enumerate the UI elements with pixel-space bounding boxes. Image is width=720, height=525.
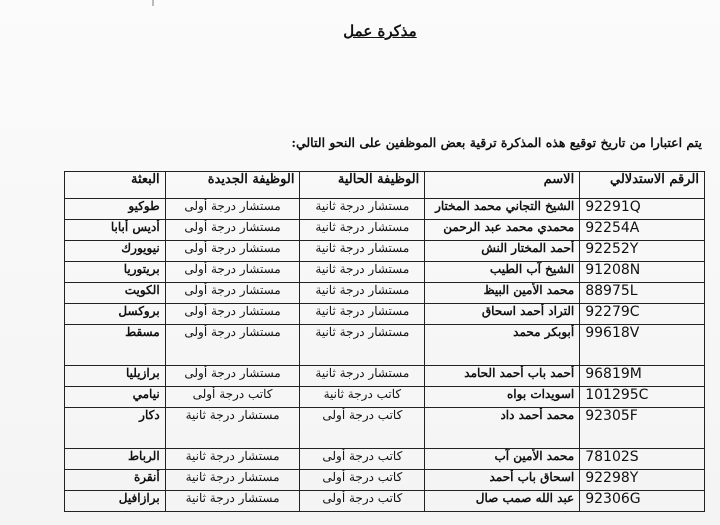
cell-current-position: مستشار درجة ثانية xyxy=(300,283,425,304)
table-row xyxy=(65,408,705,449)
cell-current-position: كاتب درجة ثانية xyxy=(300,387,425,408)
cell-new-position: مستشار درجة أولى xyxy=(165,325,300,366)
cell-current-position: كاتب درجة أولى xyxy=(300,470,425,491)
cell-id: 92298Y xyxy=(580,470,705,491)
cell-new-position: مستشار درجة ثانية xyxy=(165,491,300,512)
cell-current-position: مستشار درجة ثانية xyxy=(300,304,425,325)
cell-id: 92279C xyxy=(580,304,705,325)
cell-new-position: مستشار درجة أولى xyxy=(165,220,300,241)
table-row xyxy=(65,470,705,491)
table-row xyxy=(65,262,705,283)
cell-id: 92254A xyxy=(580,220,705,241)
cell-mission: أديس أبابا xyxy=(65,220,166,241)
cell-name: أحمد المختار النش xyxy=(425,241,580,262)
table-header-row xyxy=(65,172,705,199)
cell-id: 78102S xyxy=(580,449,705,470)
cell-new-position: مستشار درجة ثانية xyxy=(165,449,300,470)
table-row xyxy=(65,449,705,470)
cell-current-position: كاتب درجة أولى xyxy=(300,491,425,512)
cell-name: اسويدات بواه xyxy=(425,387,580,408)
cell-mission: الرباط xyxy=(65,449,166,470)
cell-id: 92305F xyxy=(580,408,705,449)
cell-id: 96819M xyxy=(580,366,705,387)
table-row xyxy=(65,199,705,220)
cell-mission: مسقط xyxy=(65,325,166,366)
cell-name: محمد الأمين آب xyxy=(425,449,580,470)
cell-new-position: مستشار درجة أولى xyxy=(165,366,300,387)
cell-id: 99618V xyxy=(580,325,705,366)
cell-new-position: كاتب درجة أولى xyxy=(165,387,300,408)
header-name: الاسم xyxy=(425,172,580,199)
cell-id: 91208N xyxy=(580,262,705,283)
scan-mark xyxy=(152,0,154,6)
cell-new-position: مستشار درجة أولى xyxy=(165,283,300,304)
cell-current-position: مستشار درجة ثانية xyxy=(300,262,425,283)
cell-name: التراد أحمد اسحاق xyxy=(425,304,580,325)
cell-mission: نيامي xyxy=(65,387,166,408)
cell-current-position: مستشار درجة ثانية xyxy=(300,220,425,241)
table-row xyxy=(65,366,705,387)
header-current-position: الوظيفة الحالية xyxy=(300,172,425,199)
table-row xyxy=(65,241,705,262)
cell-id: 92306G xyxy=(580,491,705,512)
cell-name: أحمد باب أحمد الحامد xyxy=(425,366,580,387)
cell-name: اسحاق باب أحمد xyxy=(425,470,580,491)
cell-mission: أنقرة xyxy=(65,470,166,491)
cell-name: محمد أحمد داد xyxy=(425,408,580,449)
document-title xyxy=(0,22,720,40)
cell-id: 92291Q xyxy=(580,199,705,220)
table-row xyxy=(65,304,705,325)
cell-id: 101295C xyxy=(580,387,705,408)
cell-mission: نيويورك xyxy=(65,241,166,262)
cell-mission: دكار xyxy=(65,408,166,449)
table-row xyxy=(65,387,705,408)
cell-new-position: مستشار درجة ثانية xyxy=(165,408,300,449)
cell-current-position: مستشار درجة ثانية xyxy=(300,241,425,262)
cell-mission: بريتوريا xyxy=(65,262,166,283)
cell-mission: برازافيل xyxy=(65,491,166,512)
cell-new-position: مستشار درجة أولى xyxy=(165,241,300,262)
table-row xyxy=(65,491,705,512)
cell-name: محمد الأمين البيظ xyxy=(425,283,580,304)
document-title-text: مذكرة عمل xyxy=(343,22,417,40)
cell-id: 92252Y xyxy=(580,241,705,262)
cell-mission: برازيليا xyxy=(65,366,166,387)
cell-current-position: مستشار درجة ثانية xyxy=(300,199,425,220)
cell-new-position: مستشار درجة أولى xyxy=(165,262,300,283)
cell-new-position: مستشار درجة أولى xyxy=(165,304,300,325)
cell-current-position: مستشار درجة ثانية xyxy=(300,366,425,387)
cell-name: الشيخ التجاني محمد المختار xyxy=(425,199,580,220)
header-new-position: الوظيفة الجديدة xyxy=(165,172,300,199)
cell-new-position: مستشار درجة أولى xyxy=(165,199,300,220)
cell-current-position: كاتب درجة أولى xyxy=(300,408,425,449)
cell-name: أبوبكر محمد xyxy=(425,325,580,366)
cell-mission: طوكيو xyxy=(65,199,166,220)
cell-name: الشيخ آب الطيب xyxy=(425,262,580,283)
cell-current-position: كاتب درجة أولى xyxy=(300,449,425,470)
intro-paragraph: يتم اعتبارا من تاريخ توقيع هذه المذكرة ترقية بعض الموظفين على النحو التالي: xyxy=(291,135,702,150)
header-mission: البعثة xyxy=(65,172,166,199)
cell-id: 88975L xyxy=(580,283,705,304)
cell-mission: الكويت xyxy=(65,283,166,304)
cell-mission: بروكسل xyxy=(65,304,166,325)
cell-name: عبد الله صمب صال xyxy=(425,491,580,512)
table-row xyxy=(65,325,705,366)
cell-new-position: مستشار درجة ثانية xyxy=(165,470,300,491)
table-row xyxy=(65,283,705,304)
cell-current-position: مستشار درجة ثانية xyxy=(300,325,425,366)
header-id: الرقم الاستدلالي xyxy=(580,172,705,199)
table-row xyxy=(65,220,705,241)
cell-name: محمدي محمد عبد الرحمن xyxy=(425,220,580,241)
promotions-table xyxy=(64,171,705,512)
